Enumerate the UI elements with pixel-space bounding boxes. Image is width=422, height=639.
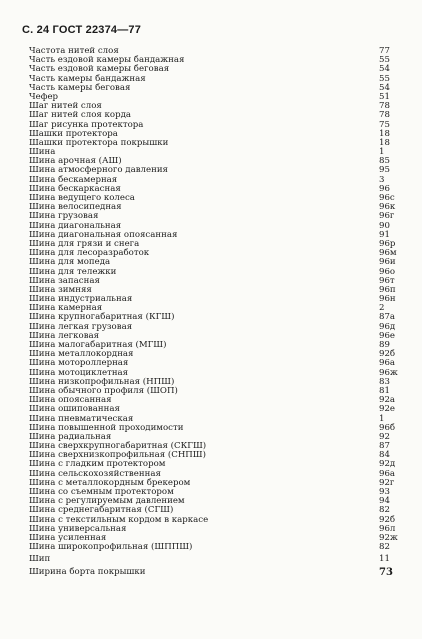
index-code: 87 bbox=[379, 441, 390, 452]
index-term: Чефер bbox=[29, 91, 59, 102]
index-code: 78 bbox=[379, 110, 390, 121]
index-code: 55 bbox=[379, 73, 390, 84]
index-code: 96н bbox=[379, 294, 396, 305]
index-term: Шина сверхнизкопрофильная (СНПШ) bbox=[29, 450, 206, 461]
index-code: 96ж bbox=[379, 367, 398, 378]
index-code: 81 bbox=[379, 385, 390, 396]
index-code: 91 bbox=[379, 229, 390, 240]
index-code: 96 bbox=[379, 183, 390, 194]
index-term: Шина с металлокордным брекером bbox=[29, 477, 191, 488]
index-code: 92 bbox=[379, 431, 390, 442]
index-term: Шина сверхкрупногабаритная (СКГШ) bbox=[29, 441, 207, 452]
index-code: 78 bbox=[379, 101, 390, 112]
index-term: Шина с регулируемым давлением bbox=[29, 496, 185, 507]
index-entry bbox=[29, 84, 405, 93]
index-term: Шина ошипованная bbox=[29, 404, 120, 415]
index-term: Шина bbox=[29, 147, 56, 158]
index-term: Шаг нитей слоя bbox=[29, 101, 102, 112]
index-code: 96е bbox=[379, 330, 396, 341]
index-term: Шина зимняя bbox=[29, 284, 92, 295]
index-term: Шина обычного профиля (ШОП) bbox=[29, 385, 178, 396]
index-term: Шина диагональная bbox=[29, 220, 122, 231]
index-term: Шина пневматическая bbox=[29, 413, 134, 424]
index-term: Шина низкопрофильная (НПШ) bbox=[29, 376, 175, 387]
index-code: 93 bbox=[379, 487, 390, 497]
index-code: 85 bbox=[379, 156, 390, 167]
index-term: Шина бескаркасная bbox=[29, 183, 121, 194]
index-term: Шина запасная bbox=[29, 275, 100, 286]
index-term: Шина индустриальная bbox=[29, 294, 133, 305]
index-code: 82 bbox=[379, 505, 390, 516]
index-code: 96с bbox=[379, 193, 395, 203]
index-entry bbox=[29, 555, 405, 564]
index-term: Шина усиленная bbox=[29, 532, 107, 543]
index-code: 96м bbox=[379, 248, 397, 259]
index-term: Шина легковая bbox=[29, 330, 100, 341]
index-term: Шина бескамерная bbox=[29, 174, 118, 185]
index-term: Шип bbox=[29, 554, 51, 565]
index-term: Шина крупногабаритная (КГШ) bbox=[29, 312, 175, 323]
index-term: Шина для мопеда bbox=[29, 257, 111, 268]
index-term: Шина среднегабаритная (СГШ) bbox=[29, 505, 174, 516]
index-term: Шина грузовая bbox=[29, 211, 99, 222]
index-term: Часть камеры бандажная bbox=[29, 73, 146, 84]
index-term: Шашки протектора покрышки bbox=[29, 137, 169, 148]
index-code: 95 bbox=[379, 165, 390, 176]
index-entry bbox=[29, 568, 405, 577]
index-code: 96и bbox=[379, 257, 396, 268]
index-term: Шина велосипедная bbox=[29, 202, 122, 213]
index-code: 83 bbox=[379, 376, 390, 387]
index-code: 1 bbox=[379, 147, 385, 158]
index-code: 3 bbox=[379, 174, 385, 185]
index-code: 94 bbox=[379, 496, 390, 507]
index-code: 92е bbox=[379, 404, 396, 415]
index-term: Ширина борта покрышки bbox=[29, 566, 146, 577]
index-code: 96п bbox=[379, 284, 396, 295]
index-code: 92а bbox=[379, 395, 396, 406]
index-code: 51 bbox=[379, 91, 390, 102]
index-term: Часть ездовой камеры беговая bbox=[29, 64, 170, 75]
index-code: 18 bbox=[379, 137, 390, 148]
index-term: Шаг нитей слоя корда bbox=[29, 110, 131, 121]
index-term: Шина широкопрофильная (ШППШ) bbox=[29, 542, 193, 553]
index-code: 92г bbox=[379, 477, 395, 488]
index-term: Шина металлокордная bbox=[29, 349, 134, 360]
index-term: Шина легкая грузовая bbox=[29, 321, 133, 332]
index-term: Шина арочная (АШ) bbox=[29, 156, 122, 167]
index-code: 89 bbox=[379, 340, 390, 350]
index-code: 92б bbox=[379, 514, 396, 525]
index-term: Шина для грязи и снега bbox=[29, 238, 140, 249]
index-term: Шина универсальная bbox=[29, 523, 127, 534]
index-code: 55 bbox=[379, 55, 390, 66]
index-code: 92д bbox=[379, 459, 396, 470]
index-term: Шашки протектора bbox=[29, 128, 118, 139]
index-term: Частота нитей слоя bbox=[29, 46, 119, 56]
index-term: Шина камерная bbox=[29, 303, 103, 314]
index-term: Шаг рисунка протектора bbox=[29, 119, 144, 130]
index-code: 1 bbox=[379, 413, 385, 424]
index-code: 92б bbox=[379, 349, 396, 360]
index-code: 18 bbox=[379, 128, 390, 139]
index-code: 2 bbox=[379, 303, 385, 314]
index-term: Шина сельскохозяйственная bbox=[29, 468, 161, 479]
index-term: Шина для тележки bbox=[29, 266, 117, 277]
index-code: 75 bbox=[379, 119, 390, 130]
index-code: 54 bbox=[379, 82, 390, 93]
index-entry bbox=[29, 543, 405, 552]
index-code: 92ж bbox=[379, 532, 398, 543]
index-code: 96г bbox=[379, 211, 395, 222]
index-code: 96б bbox=[379, 422, 396, 433]
page-header: С. 24 ГОСТ 22374—77 bbox=[22, 24, 142, 36]
index-term: Шина с текстильным кордом в каркасе bbox=[29, 514, 209, 525]
index-code: 84 bbox=[379, 450, 390, 461]
index-term: Шина атмосферного давления bbox=[29, 165, 168, 176]
index-term: Шина для лесоразработок bbox=[29, 248, 150, 259]
index-term: Шина диагональная опоясанная bbox=[29, 229, 178, 240]
term-index-list bbox=[29, 47, 405, 577]
index-code: 96р bbox=[379, 238, 396, 249]
index-code: 96л bbox=[379, 523, 396, 534]
index-term: Часть ездовой камеры бандажная bbox=[29, 55, 185, 66]
index-code: 77 bbox=[379, 46, 390, 56]
index-code: 82 bbox=[379, 542, 390, 553]
index-term: Часть камеры беговая bbox=[29, 82, 131, 93]
index-term: Шина радиальная bbox=[29, 431, 112, 442]
index-term: Шина мотоциклетная bbox=[29, 367, 129, 378]
index-code: 54 bbox=[379, 64, 390, 75]
index-term: Шина ведущего колеса bbox=[29, 193, 135, 203]
index-code: 96к bbox=[379, 202, 396, 213]
index-term: Шина опоясанная bbox=[29, 395, 112, 406]
index-entry bbox=[29, 139, 405, 148]
index-code: 11 bbox=[379, 554, 390, 565]
index-term: Шина со съемным протектором bbox=[29, 487, 174, 497]
index-term: Шина мотороллерная bbox=[29, 358, 129, 369]
index-code: 87а bbox=[379, 312, 396, 323]
index-term: Шина повышенной проходимости bbox=[29, 422, 184, 433]
index-code: 96т bbox=[379, 275, 395, 286]
index-code: 96д bbox=[379, 321, 396, 332]
index-code: 96а bbox=[379, 468, 396, 479]
index-term: Шина малогабаритная (МГШ) bbox=[29, 340, 167, 350]
index-code: 90 bbox=[379, 220, 390, 231]
index-code: 96а bbox=[379, 358, 396, 369]
index-term: Шина с гладким протектором bbox=[29, 459, 166, 470]
index-code: 96о bbox=[379, 266, 396, 277]
index-code: 73 bbox=[379, 566, 393, 578]
